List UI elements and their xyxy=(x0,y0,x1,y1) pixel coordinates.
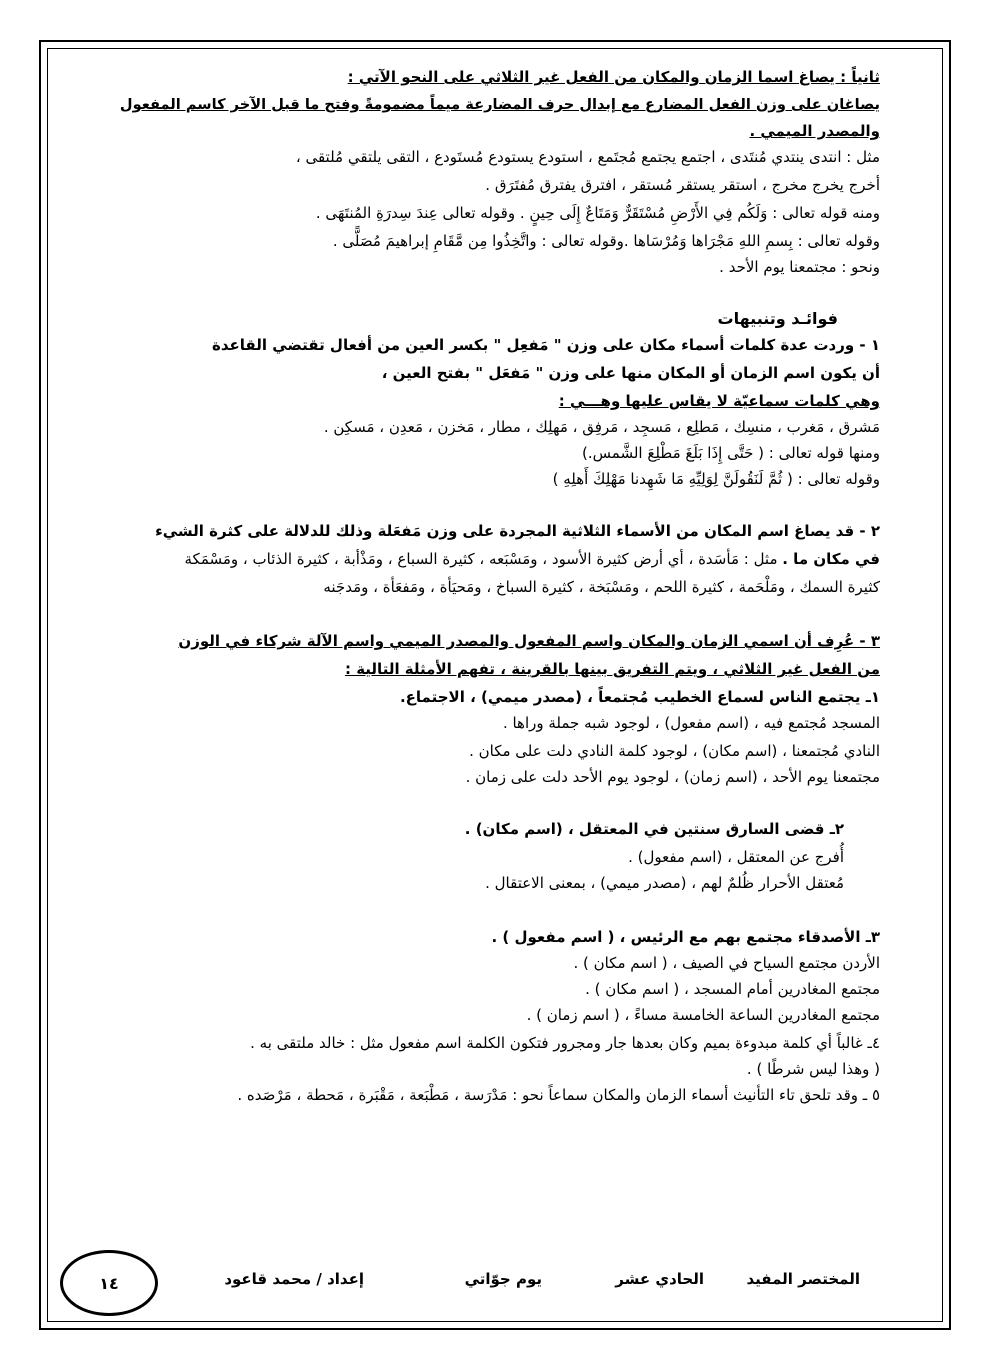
example1-a: المسجد مُجتمع فيه ، (اسم مفعول) ، لوجود شبه جملة وراها . xyxy=(502,714,880,732)
note5: ٥ ـ وقد تلحق تاء التأنيث أسماء الزمان والمكان سماعاً نحو : مَدْرَسة ، مَطْبَعة ، مَقْبَرة ، مَحطة ، مَرْصَده . xyxy=(237,1086,880,1104)
note1-quran2: وقوله تعالى : ( ثُمَّ لَنَقُولَنَّ لِوَلِيِّهِ مَا شَهِدنا مَهْلِكَ أَهلِهِ ) xyxy=(552,470,880,488)
page-number: ١٤ xyxy=(99,1273,119,1293)
footer-book-title: المختصر المفيد xyxy=(746,1270,860,1288)
note2-line2-bold: في مكان ما . xyxy=(782,550,880,568)
example2-a: أُفرج عن المعتقل ، (اسم مفعول) . xyxy=(628,848,844,866)
note2-line3: كثيرة السمك ، ومَلْحَمة ، كثيرة اللحم ، ومَسْبَخة ، كثيرة السباخ ، ومَحيَأة ، ومَفعَأة ، ومَدجَنه xyxy=(323,578,880,596)
note2-line2 xyxy=(185,548,881,570)
page-number-oval xyxy=(60,1250,158,1316)
note2-line2-rest: مثل : مَأسَدة ، أي أرض كثيرة الأسود ، ومَسْبَعه ، كثيرة السباع ، ومَذْأبة ، كثيرة الذئاب ، ومَسْمَكة xyxy=(184,550,783,568)
example3-a: الأردن مجتمع السياح في الصيف ، ( اسم مكان ) . xyxy=(573,954,880,972)
footer-author: إعداد / محمد قاعود xyxy=(224,1270,364,1288)
note4-line2: ( وهذا ليس شرطًا ) . xyxy=(746,1060,880,1078)
example2-b: مُعتقل الأحرار ظُلمٌ لهم ، (مصدر ميمي) ، بمعنى الاعتقال . xyxy=(485,874,844,892)
section-two-example1: مثل : انتدى ينتدي مُنتَدى ، اجتمع يجتمع مُجتَمع ، استودع يستودع مُستَودع ، التقى يلتقي مُلتقى ، xyxy=(295,148,880,166)
note1-line3: وهي كلمات سماعيّة لا يقاس عليها وهـــي : xyxy=(558,392,880,410)
note1-quran1: ومنها قوله تعالى : ( حَتَّى إِذَا بَلَغَ مَطْلِعَ الشَّمس.) xyxy=(582,444,880,462)
example2-head: ٢ـ قضى السارق سنتين في المعتقل ، (اسم مكان) . xyxy=(464,820,844,838)
section-two-quran2: وقوله تعالى : بِسمِ اللهِ مَجْرَاها وَمُرْسَاها .وقوله تعالى : واتَّخِذُوا مِن مَّقَامِ إبراهيمَ مُصَلًّى . xyxy=(332,232,880,250)
note1-line2: أن يكون اسم الزمان أو المكان منها على وزن " مَفعَل " بفتح العين ، xyxy=(381,364,880,382)
section-two-example2: أخرج يخرج مخرج ، استقر يستقر مُستقر ، افترق يفترق مُفتَرَق . xyxy=(485,176,880,194)
example3-c: مجتمع المغادرين الساعة الخامسة مساءً ، ( اسم زمان ) . xyxy=(526,1006,880,1024)
example1-c: مجتمعنا يوم الأحد ، (اسم زمان) ، لوجود يوم الأحد دلت على زمان . xyxy=(465,768,880,786)
note1-line1: ١ - وردت عدة كلمات أسماء مكان على وزن " مَفعِل " بكسر العين من أفعال تقتضي القاعدة xyxy=(212,336,880,354)
note4-line1: ٤ـ غالباً أي كلمة مبدوءة بميم وكان بعدها جار ومجرور فتكون الكلمة اسم مفعول مثل : خالد ملتقى به . xyxy=(250,1034,880,1052)
note3-line2: من الفعل غير الثلاثي ، ويتم التفريق بينها بالقرينة ، تفهم الأمثلة التالية : xyxy=(344,660,880,678)
footer-grade: الحادي عشر xyxy=(615,1270,704,1288)
example3-b: مجتمع المغادرين أمام المسجد ، ( اسم مكان ) . xyxy=(585,980,880,998)
example1-b: النادي مُجتمعنا ، (اسم مكان) ، لوجود كلمة النادي دلت على مكان . xyxy=(469,742,880,760)
example3-head: ٣ـ الأصدقاء مجتمع بهم مع الرئيس ، ( اسم مفعول ) . xyxy=(491,928,880,946)
section-two-heading: ثانياً : يصاغ اسما الزمان والمكان من الفعل غير الثلاثي على النحو الآتي : xyxy=(347,68,880,86)
note3-line1: ٣ - عُرِف أن اسمي الزمان والمكان واسم المفعول والمصدر الميمي واسم الآلة شركاء في الوزن xyxy=(178,632,880,650)
notes-title: فوائـد وتنبيهات xyxy=(717,309,838,328)
example1-head: ١ـ يجتمع الناس لسماع الخطيب مُجتمعاً ، (مصدر ميمي) ، الاجتماع. xyxy=(399,688,880,706)
note2-line1: ٢ - قد يصاغ اسم المكان من الأسماء الثلاثية المجردة على وزن مَفعَلة وذلك للدلالة على كثرة الشيء xyxy=(155,522,880,540)
section-two-rule-line1: يصاغان على وزن الفعل المضارع مع إبدال حرف المضارعة ميماً مضمومةً وفتح ما قبل الآخر كاسم المفعول xyxy=(119,96,880,113)
note1-words: مَشرق ، مَغرب ، منسِك ، مَطلِع ، مَسجِد ، مَرفِق ، مَهلِك ، مطار ، مَخزن ، مَعدِن ، مَسكِن . xyxy=(323,418,880,436)
section-two-quran1: ومنه قوله تعالى : وَلَكُم فِي الأَرْضِ مُسْتَقَرٌّ وَمَتَاعٌ إِلَى حِينٍ . وقوله تعالى عِندَ سِدرَةِ المُنتَهَى . xyxy=(315,204,880,222)
section-two-rule-line2: والمصدر الميمي . xyxy=(749,122,880,140)
section-two-example3: ونحو : مجتمعنا يوم الأحد . xyxy=(719,258,880,276)
footer-day: يوم جوّاتي xyxy=(464,1270,542,1288)
